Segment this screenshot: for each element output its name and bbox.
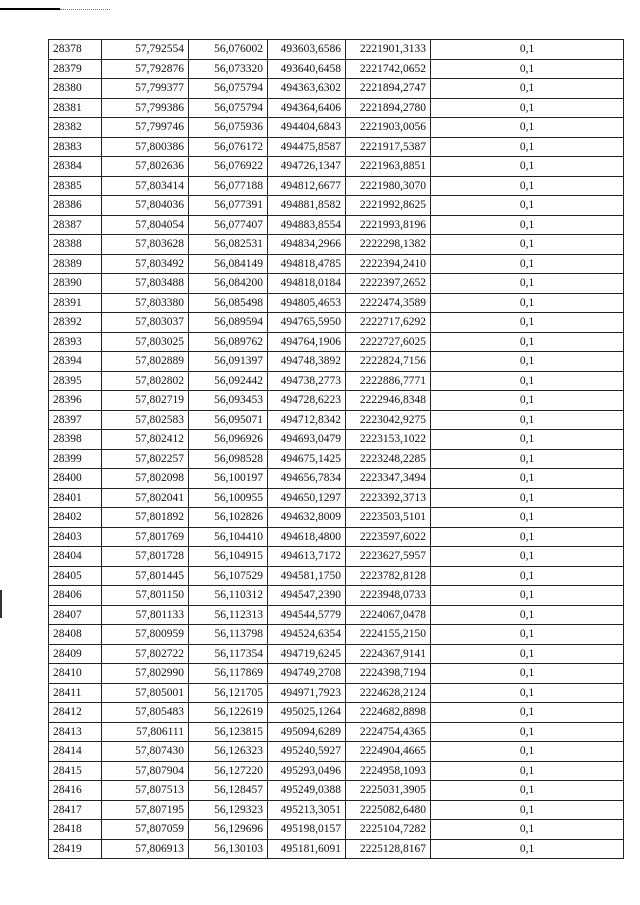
latitude-cell: 57,806111 [102, 722, 189, 742]
y-coordinate-cell: 2221992,8625 [346, 196, 431, 216]
point-number-cell: 28414 [49, 742, 102, 762]
x-coordinate-cell: 494544,5779 [268, 605, 346, 625]
table-row [49, 547, 624, 567]
x-coordinate-cell: 495198,0157 [268, 820, 346, 840]
top-edge-rule [0, 8, 60, 10]
table-row [49, 293, 624, 313]
point-number-cell: 28379 [49, 59, 102, 79]
x-coordinate-cell: 495213,3051 [268, 800, 346, 820]
value-cell: 0,1 [431, 215, 624, 235]
longitude-cell: 56,130103 [189, 839, 268, 859]
coordinates-table [48, 39, 624, 859]
longitude-cell: 56,089762 [189, 332, 268, 352]
y-coordinate-cell: 2221901,3133 [346, 40, 431, 60]
y-coordinate-cell: 2224367,9141 [346, 644, 431, 664]
point-number-cell: 28412 [49, 703, 102, 723]
x-coordinate-cell: 495181,6091 [268, 839, 346, 859]
table-row [49, 644, 624, 664]
point-number-cell: 28400 [49, 469, 102, 489]
latitude-cell: 57,807430 [102, 742, 189, 762]
table-row [49, 722, 624, 742]
latitude-cell: 57,792554 [102, 40, 189, 60]
longitude-cell: 56,117354 [189, 644, 268, 664]
table-row [49, 157, 624, 177]
y-coordinate-cell: 2223347,3494 [346, 469, 431, 489]
latitude-cell: 57,804036 [102, 196, 189, 216]
table-row [49, 274, 624, 294]
longitude-cell: 56,077407 [189, 215, 268, 235]
x-coordinate-cell: 495240,5927 [268, 742, 346, 762]
longitude-cell: 56,077391 [189, 196, 268, 216]
longitude-cell: 56,093453 [189, 391, 268, 411]
value-cell: 0,1 [431, 839, 624, 859]
y-coordinate-cell: 2221894,2747 [346, 79, 431, 99]
x-coordinate-cell: 494971,7923 [268, 683, 346, 703]
table-row [49, 664, 624, 684]
latitude-cell: 57,801445 [102, 566, 189, 586]
table-row [49, 410, 624, 430]
coordinates-table-body [49, 40, 624, 859]
latitude-cell: 57,802889 [102, 352, 189, 372]
latitude-cell: 57,802041 [102, 488, 189, 508]
longitude-cell: 56,092442 [189, 371, 268, 391]
x-coordinate-cell: 494656,7834 [268, 469, 346, 489]
longitude-cell: 56,075936 [189, 118, 268, 138]
latitude-cell: 57,802583 [102, 410, 189, 430]
value-cell: 0,1 [431, 566, 624, 586]
value-cell: 0,1 [431, 469, 624, 489]
longitude-cell: 56,123815 [189, 722, 268, 742]
longitude-cell: 56,110312 [189, 586, 268, 606]
latitude-cell: 57,800959 [102, 625, 189, 645]
point-number-cell: 28386 [49, 196, 102, 216]
y-coordinate-cell: 2223948,0733 [346, 586, 431, 606]
value-cell: 0,1 [431, 235, 624, 255]
x-coordinate-cell: 495094,6289 [268, 722, 346, 742]
longitude-cell: 56,100197 [189, 469, 268, 489]
longitude-cell: 56,107529 [189, 566, 268, 586]
point-number-cell: 28394 [49, 352, 102, 372]
value-cell: 0,1 [431, 254, 624, 274]
table-row [49, 313, 624, 333]
value-cell: 0,1 [431, 547, 624, 567]
x-coordinate-cell: 494726,1347 [268, 157, 346, 177]
y-coordinate-cell: 2222727,6025 [346, 332, 431, 352]
y-coordinate-cell: 2224958,1093 [346, 761, 431, 781]
longitude-cell: 56,076002 [189, 40, 268, 60]
latitude-cell: 57,805001 [102, 683, 189, 703]
table-row [49, 508, 624, 528]
point-number-cell: 28418 [49, 820, 102, 840]
x-coordinate-cell: 494719,6245 [268, 644, 346, 664]
value-cell: 0,1 [431, 722, 624, 742]
longitude-cell: 56,076922 [189, 157, 268, 177]
y-coordinate-cell: 2222298,1382 [346, 235, 431, 255]
longitude-cell: 56,084200 [189, 274, 268, 294]
y-coordinate-cell: 2222474,3589 [346, 293, 431, 313]
y-coordinate-cell: 2223153,1022 [346, 430, 431, 450]
table-row [49, 605, 624, 625]
point-number-cell: 28397 [49, 410, 102, 430]
x-coordinate-cell: 494581,1750 [268, 566, 346, 586]
latitude-cell: 57,799386 [102, 98, 189, 118]
y-coordinate-cell: 2221980,3070 [346, 176, 431, 196]
point-number-cell: 28390 [49, 274, 102, 294]
value-cell: 0,1 [431, 40, 624, 60]
y-coordinate-cell: 2221903,0056 [346, 118, 431, 138]
value-cell: 0,1 [431, 430, 624, 450]
point-number-cell: 28411 [49, 683, 102, 703]
value-cell: 0,1 [431, 410, 624, 430]
value-cell: 0,1 [431, 371, 624, 391]
point-number-cell: 28387 [49, 215, 102, 235]
longitude-cell: 56,128457 [189, 781, 268, 801]
value-cell: 0,1 [431, 664, 624, 684]
longitude-cell: 56,122619 [189, 703, 268, 723]
point-number-cell: 28392 [49, 313, 102, 333]
x-coordinate-cell: 495025,1264 [268, 703, 346, 723]
point-number-cell: 28407 [49, 605, 102, 625]
value-cell: 0,1 [431, 196, 624, 216]
latitude-cell: 57,802412 [102, 430, 189, 450]
longitude-cell: 56,129696 [189, 820, 268, 840]
longitude-cell: 56,104915 [189, 547, 268, 567]
x-coordinate-cell: 494738,2773 [268, 371, 346, 391]
y-coordinate-cell: 2221742,0652 [346, 59, 431, 79]
value-cell: 0,1 [431, 391, 624, 411]
value-cell: 0,1 [431, 527, 624, 547]
longitude-cell: 56,096926 [189, 430, 268, 450]
y-coordinate-cell: 2224628,2124 [346, 683, 431, 703]
latitude-cell: 57,802722 [102, 644, 189, 664]
point-number-cell: 28396 [49, 391, 102, 411]
table-row [49, 800, 624, 820]
table-row [49, 527, 624, 547]
x-coordinate-cell: 494883,8554 [268, 215, 346, 235]
latitude-cell: 57,807059 [102, 820, 189, 840]
value-cell: 0,1 [431, 683, 624, 703]
longitude-cell: 56,126323 [189, 742, 268, 762]
x-coordinate-cell: 494475,8587 [268, 137, 346, 157]
latitude-cell: 57,799746 [102, 118, 189, 138]
value-cell: 0,1 [431, 157, 624, 177]
table-row [49, 79, 624, 99]
value-cell: 0,1 [431, 59, 624, 79]
latitude-cell: 57,806913 [102, 839, 189, 859]
latitude-cell: 57,803037 [102, 313, 189, 333]
point-number-cell: 28398 [49, 430, 102, 450]
value-cell: 0,1 [431, 820, 624, 840]
longitude-cell: 56,084149 [189, 254, 268, 274]
longitude-cell: 56,129323 [189, 800, 268, 820]
y-coordinate-cell: 2223248,2285 [346, 449, 431, 469]
x-coordinate-cell: 494748,3892 [268, 352, 346, 372]
x-coordinate-cell: 494764,1906 [268, 332, 346, 352]
latitude-cell: 57,801150 [102, 586, 189, 606]
point-number-cell: 28403 [49, 527, 102, 547]
longitude-cell: 56,112313 [189, 605, 268, 625]
x-coordinate-cell: 494812,6677 [268, 176, 346, 196]
point-number-cell: 28378 [49, 40, 102, 60]
y-coordinate-cell: 2223503,5101 [346, 508, 431, 528]
point-number-cell: 28415 [49, 761, 102, 781]
point-number-cell: 28413 [49, 722, 102, 742]
y-coordinate-cell: 2225082,6480 [346, 800, 431, 820]
longitude-cell: 56,082531 [189, 235, 268, 255]
table-row [49, 118, 624, 138]
point-number-cell: 28391 [49, 293, 102, 313]
longitude-cell: 56,075794 [189, 98, 268, 118]
x-coordinate-cell: 494712,8342 [268, 410, 346, 430]
y-coordinate-cell: 2221894,2780 [346, 98, 431, 118]
longitude-cell: 56,117869 [189, 664, 268, 684]
x-coordinate-cell: 493603,6586 [268, 40, 346, 60]
value-cell: 0,1 [431, 586, 624, 606]
latitude-cell: 57,801133 [102, 605, 189, 625]
x-coordinate-cell: 495293,0496 [268, 761, 346, 781]
latitude-cell: 57,803488 [102, 274, 189, 294]
table-row [49, 820, 624, 840]
y-coordinate-cell: 2222394,2410 [346, 254, 431, 274]
longitude-cell: 56,127220 [189, 761, 268, 781]
longitude-cell: 56,113798 [189, 625, 268, 645]
longitude-cell: 56,075794 [189, 79, 268, 99]
point-number-cell: 28383 [49, 137, 102, 157]
table-row [49, 742, 624, 762]
table-row [49, 254, 624, 274]
point-number-cell: 28402 [49, 508, 102, 528]
table-row [49, 430, 624, 450]
x-coordinate-cell: 494364,6406 [268, 98, 346, 118]
table-row [49, 215, 624, 235]
point-number-cell: 28389 [49, 254, 102, 274]
x-coordinate-cell: 494749,2708 [268, 664, 346, 684]
y-coordinate-cell: 2221963,8851 [346, 157, 431, 177]
x-coordinate-cell: 494728,6223 [268, 391, 346, 411]
point-number-cell: 28417 [49, 800, 102, 820]
latitude-cell: 57,804054 [102, 215, 189, 235]
value-cell: 0,1 [431, 800, 624, 820]
y-coordinate-cell: 2225128,8167 [346, 839, 431, 859]
y-coordinate-cell: 2224398,7194 [346, 664, 431, 684]
x-coordinate-cell: 494547,2390 [268, 586, 346, 606]
latitude-cell: 57,802257 [102, 449, 189, 469]
left-edge-mark [0, 590, 2, 618]
x-coordinate-cell: 494632,8009 [268, 508, 346, 528]
table-row [49, 59, 624, 79]
latitude-cell: 57,803492 [102, 254, 189, 274]
x-coordinate-cell: 495249,0388 [268, 781, 346, 801]
x-coordinate-cell: 494693,0479 [268, 430, 346, 450]
longitude-cell: 56,091397 [189, 352, 268, 372]
value-cell: 0,1 [431, 508, 624, 528]
value-cell: 0,1 [431, 79, 624, 99]
table-row [49, 449, 624, 469]
latitude-cell: 57,802990 [102, 664, 189, 684]
point-number-cell: 28408 [49, 625, 102, 645]
y-coordinate-cell: 2224682,8898 [346, 703, 431, 723]
y-coordinate-cell: 2224155,2150 [346, 625, 431, 645]
y-coordinate-cell: 2223627,5957 [346, 547, 431, 567]
point-number-cell: 28410 [49, 664, 102, 684]
x-coordinate-cell: 494834,2966 [268, 235, 346, 255]
value-cell: 0,1 [431, 449, 624, 469]
table-row [49, 235, 624, 255]
value-cell: 0,1 [431, 176, 624, 196]
y-coordinate-cell: 2222717,6292 [346, 313, 431, 333]
table-row [49, 40, 624, 60]
point-number-cell: 28409 [49, 644, 102, 664]
point-number-cell: 28406 [49, 586, 102, 606]
table-row [49, 176, 624, 196]
table-row [49, 469, 624, 489]
x-coordinate-cell: 494765,5950 [268, 313, 346, 333]
point-number-cell: 28399 [49, 449, 102, 469]
x-coordinate-cell: 494818,4785 [268, 254, 346, 274]
latitude-cell: 57,801769 [102, 527, 189, 547]
y-coordinate-cell: 2223042,9275 [346, 410, 431, 430]
y-coordinate-cell: 2225104,7282 [346, 820, 431, 840]
point-number-cell: 28404 [49, 547, 102, 567]
x-coordinate-cell: 494613,7172 [268, 547, 346, 567]
table-row [49, 839, 624, 859]
table-row [49, 586, 624, 606]
y-coordinate-cell: 2222946,8348 [346, 391, 431, 411]
latitude-cell: 57,802719 [102, 391, 189, 411]
value-cell: 0,1 [431, 703, 624, 723]
y-coordinate-cell: 2221917,5387 [346, 137, 431, 157]
value-cell: 0,1 [431, 313, 624, 333]
y-coordinate-cell: 2222397,2652 [346, 274, 431, 294]
value-cell: 0,1 [431, 781, 624, 801]
latitude-cell: 57,802802 [102, 371, 189, 391]
y-coordinate-cell: 2222886,7771 [346, 371, 431, 391]
latitude-cell: 57,802636 [102, 157, 189, 177]
latitude-cell: 57,801728 [102, 547, 189, 567]
point-number-cell: 28416 [49, 781, 102, 801]
longitude-cell: 56,098528 [189, 449, 268, 469]
value-cell: 0,1 [431, 644, 624, 664]
y-coordinate-cell: 2223597,6022 [346, 527, 431, 547]
longitude-cell: 56,095071 [189, 410, 268, 430]
point-number-cell: 28405 [49, 566, 102, 586]
longitude-cell: 56,085498 [189, 293, 268, 313]
y-coordinate-cell: 2223392,3713 [346, 488, 431, 508]
x-coordinate-cell: 494404,6843 [268, 118, 346, 138]
longitude-cell: 56,100955 [189, 488, 268, 508]
y-coordinate-cell: 2224067,0478 [346, 605, 431, 625]
latitude-cell: 57,807195 [102, 800, 189, 820]
longitude-cell: 56,073320 [189, 59, 268, 79]
x-coordinate-cell: 494881,8582 [268, 196, 346, 216]
value-cell: 0,1 [431, 742, 624, 762]
point-number-cell: 28384 [49, 157, 102, 177]
latitude-cell: 57,803380 [102, 293, 189, 313]
table-row [49, 371, 624, 391]
y-coordinate-cell: 2222824,7156 [346, 352, 431, 372]
point-number-cell: 28395 [49, 371, 102, 391]
table-row [49, 488, 624, 508]
value-cell: 0,1 [431, 118, 624, 138]
latitude-cell: 57,799377 [102, 79, 189, 99]
latitude-cell: 57,800386 [102, 137, 189, 157]
table-row [49, 703, 624, 723]
point-number-cell: 28393 [49, 332, 102, 352]
x-coordinate-cell: 494618,4800 [268, 527, 346, 547]
value-cell: 0,1 [431, 488, 624, 508]
longitude-cell: 56,076172 [189, 137, 268, 157]
table-row [49, 566, 624, 586]
latitude-cell: 57,805483 [102, 703, 189, 723]
value-cell: 0,1 [431, 352, 624, 372]
value-cell: 0,1 [431, 274, 624, 294]
point-number-cell: 28385 [49, 176, 102, 196]
value-cell: 0,1 [431, 605, 624, 625]
latitude-cell: 57,807513 [102, 781, 189, 801]
value-cell: 0,1 [431, 761, 624, 781]
latitude-cell: 57,803414 [102, 176, 189, 196]
x-coordinate-cell: 494675,1425 [268, 449, 346, 469]
y-coordinate-cell: 2224904,4665 [346, 742, 431, 762]
table-row [49, 781, 624, 801]
table-row [49, 332, 624, 352]
latitude-cell: 57,803025 [102, 332, 189, 352]
value-cell: 0,1 [431, 137, 624, 157]
point-number-cell: 28380 [49, 79, 102, 99]
longitude-cell: 56,077188 [189, 176, 268, 196]
latitude-cell: 57,807904 [102, 761, 189, 781]
point-number-cell: 28401 [49, 488, 102, 508]
x-coordinate-cell: 494650,1297 [268, 488, 346, 508]
latitude-cell: 57,801892 [102, 508, 189, 528]
longitude-cell: 56,089594 [189, 313, 268, 333]
table-row [49, 196, 624, 216]
y-coordinate-cell: 2225031,3905 [346, 781, 431, 801]
value-cell: 0,1 [431, 625, 624, 645]
point-number-cell: 28388 [49, 235, 102, 255]
point-number-cell: 28381 [49, 98, 102, 118]
table-row [49, 137, 624, 157]
table-row [49, 761, 624, 781]
y-coordinate-cell: 2224754,4365 [346, 722, 431, 742]
value-cell: 0,1 [431, 293, 624, 313]
table-row [49, 98, 624, 118]
y-coordinate-cell: 2223782,8128 [346, 566, 431, 586]
y-coordinate-cell: 2221993,8196 [346, 215, 431, 235]
latitude-cell: 57,802098 [102, 469, 189, 489]
longitude-cell: 56,104410 [189, 527, 268, 547]
point-number-cell: 28382 [49, 118, 102, 138]
latitude-cell: 57,803628 [102, 235, 189, 255]
table-row [49, 352, 624, 372]
table-row [49, 625, 624, 645]
x-coordinate-cell: 493640,6458 [268, 59, 346, 79]
x-coordinate-cell: 494818,0184 [268, 274, 346, 294]
x-coordinate-cell: 494363,6302 [268, 79, 346, 99]
longitude-cell: 56,102826 [189, 508, 268, 528]
top-edge-dotted-rule [60, 9, 110, 11]
table-row [49, 391, 624, 411]
latitude-cell: 57,792876 [102, 59, 189, 79]
value-cell: 0,1 [431, 98, 624, 118]
longitude-cell: 56,121705 [189, 683, 268, 703]
table-row [49, 683, 624, 703]
value-cell: 0,1 [431, 332, 624, 352]
x-coordinate-cell: 494805,4653 [268, 293, 346, 313]
x-coordinate-cell: 494524,6354 [268, 625, 346, 645]
point-number-cell: 28419 [49, 839, 102, 859]
